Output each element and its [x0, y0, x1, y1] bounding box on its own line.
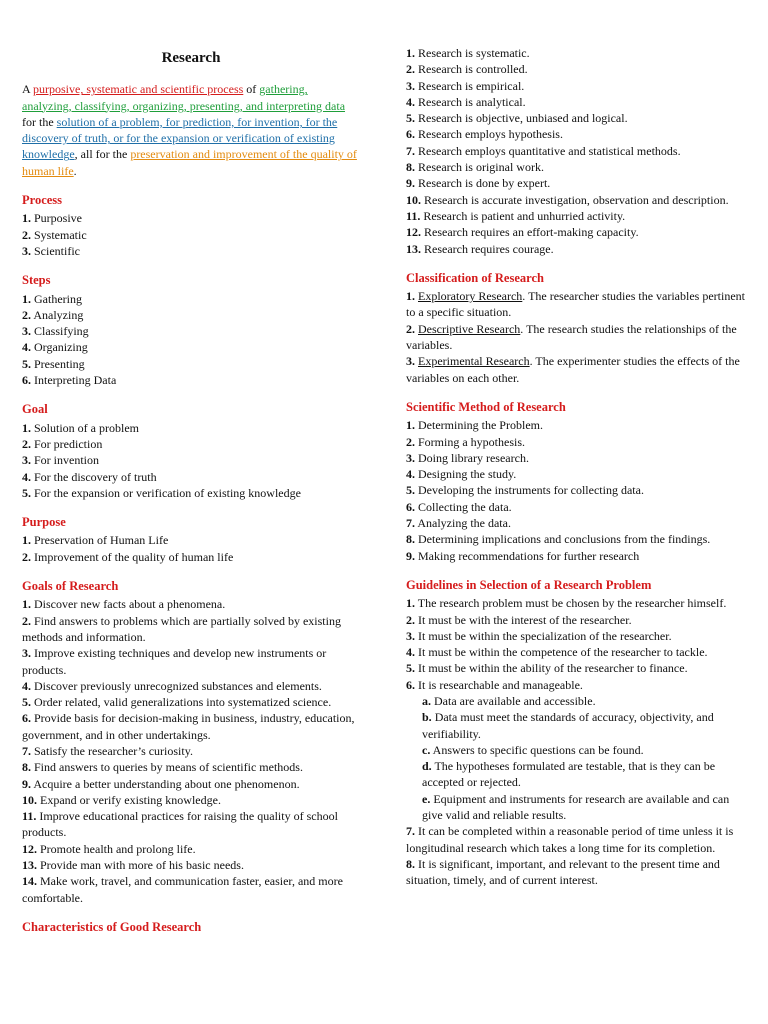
item-number: 8.: [406, 856, 415, 871]
item-number: 3.: [22, 646, 31, 661]
list-item: [22, 452, 360, 468]
list-item: [406, 677, 746, 693]
item-number: 8.: [406, 160, 415, 175]
item-text: Provide man with more of his basic needs.: [37, 858, 244, 873]
list-item: [406, 321, 746, 354]
item-text: Presenting: [31, 356, 85, 371]
item-number: 6.: [406, 127, 415, 142]
item-text: Analyzing: [31, 307, 84, 322]
item-text: Forming a hypothesis.: [415, 434, 525, 449]
list-item: [22, 549, 360, 565]
item-text: It can be completed within a reasonable period of time unless it is longitudinal research which takes a long time for its completion.: [406, 824, 734, 855]
item-text: Research is systematic.: [415, 46, 530, 60]
item-number: 5.: [22, 356, 31, 371]
list-item: [22, 743, 360, 759]
list-item: [406, 94, 746, 110]
left-column: [22, 0, 360, 948]
classification-section: [406, 270, 746, 386]
list-item: [22, 469, 360, 485]
item-number: 3.: [22, 324, 31, 339]
item-number: d.: [422, 759, 432, 774]
item-text: Developing the instruments for collecting data.: [415, 483, 644, 498]
list-item: [406, 742, 746, 758]
item-text: Research is patient and unhurried activity.: [420, 208, 626, 223]
list-item: [22, 243, 360, 259]
item-number: 12.: [406, 225, 421, 240]
item-text: Analyzing the data.: [415, 516, 511, 531]
item-number: 4.: [406, 467, 415, 482]
characteristics-list: [406, 45, 746, 257]
list-item: [22, 372, 360, 388]
item-number: 6.: [406, 499, 415, 514]
list-item: [406, 531, 746, 547]
item-number: 1.: [406, 596, 415, 611]
list-item: [406, 192, 746, 208]
item-number: 13.: [22, 858, 37, 873]
item-text: Provide basis for decision-making in business, industry, education, government, and in other undertakings.: [22, 711, 355, 742]
section: [22, 192, 360, 259]
item-text: Determining implications and conclusions from the findings.: [415, 532, 711, 547]
list-item: [22, 678, 360, 694]
item-number: 5.: [22, 485, 31, 500]
list-item: [22, 307, 360, 323]
item-number: c.: [422, 742, 431, 757]
item-number: 8.: [22, 760, 31, 775]
intro-segment: solution of a problem, for prediction, for invention, for the discovery of truth, or for the expansion or verification of existing knowledge: [22, 114, 338, 162]
item-number: 10.: [22, 792, 37, 807]
section: [22, 272, 360, 388]
list-item: [22, 420, 360, 436]
section-heading: Guidelines in Selection of a Research Problem: [406, 577, 652, 592]
item-text: Acquire a better understanding about one phenomenon.: [31, 776, 300, 791]
list-item: [406, 515, 746, 531]
section: [22, 514, 360, 565]
item-text: Research is done by expert.: [415, 176, 551, 191]
item-text: Improve educational practices for raising the quality of school products.: [22, 809, 338, 840]
list-item: [22, 841, 360, 857]
list-item: [406, 548, 746, 564]
item-number: 1.: [406, 46, 415, 60]
item-text: The research problem must be chosen by the researcher himself.: [415, 596, 727, 611]
item-number: 7.: [406, 143, 415, 158]
item-number: 2.: [406, 434, 415, 449]
item-text: Find answers to problems which are partially solved by existing methods and information.: [22, 613, 341, 644]
list-item: [406, 823, 746, 856]
item-number: 12.: [22, 841, 37, 856]
item-number: 1.: [22, 211, 31, 226]
item-text: Research employs hypothesis.: [415, 127, 563, 142]
list-item: [406, 241, 746, 257]
item-text: Research requires an effort-making capacity.: [421, 225, 639, 240]
item-number: 9.: [406, 548, 415, 563]
intro-segment: .: [73, 163, 77, 178]
section: [22, 919, 360, 935]
list-item: [22, 792, 360, 808]
list-item: [406, 791, 746, 824]
item-number: 2.: [22, 307, 31, 322]
item-number: 4.: [406, 645, 415, 660]
list-item: [22, 436, 360, 452]
list-item: [22, 291, 360, 307]
intro-segment: preservation and improvement of the quality of human life: [22, 147, 357, 178]
item-text: Improvement of the quality of human life: [31, 549, 234, 564]
item-text: Research is controlled.: [415, 62, 528, 77]
item-text: Satisfy the researcher’s curiosity.: [31, 743, 193, 758]
item-text: It is significant, important, and relevant to the present time and situation, timely, and of current interest.: [406, 856, 720, 888]
list-item: [406, 482, 746, 498]
item-text: Discover new facts about a phenomena.: [31, 597, 226, 612]
item-text: Systematic: [31, 227, 87, 242]
item-number: 3.: [406, 354, 415, 369]
item-text: Promote health and prolong life.: [37, 841, 196, 856]
item-text: It must be with the interest of the researcher.: [415, 612, 632, 627]
list-item: [22, 873, 360, 906]
item-text: Making recommendations for further research: [415, 548, 640, 563]
list-item: [406, 595, 746, 611]
item-text: The hypotheses formulated are testable, that is they can be accepted or rejected.: [422, 759, 716, 790]
item-term: Exploratory Research: [418, 289, 523, 304]
item-number: 2.: [22, 613, 31, 628]
section: [22, 401, 360, 501]
item-number: 3.: [22, 453, 31, 468]
item-text: Order related, valid generalizations into systematized science.: [31, 695, 332, 710]
guidelines-section: [406, 577, 746, 889]
list-item: [406, 208, 746, 224]
section-heading: Characteristics of Good Research: [22, 919, 202, 934]
list-item: [22, 710, 360, 743]
section-heading: Steps: [22, 273, 51, 288]
item-number: 1.: [22, 420, 31, 435]
item-text: Collecting the data.: [415, 499, 512, 514]
list-item: [22, 323, 360, 339]
item-text: Answers to specific questions can be found.: [430, 742, 644, 757]
item-number: 2.: [406, 612, 415, 627]
item-text: It must be within the ability of the researcher to finance.: [415, 661, 688, 676]
item-text: It is researchable and manageable.: [415, 677, 583, 692]
list-item: [22, 613, 360, 646]
intro-paragraph: [22, 81, 360, 179]
item-number: 7.: [406, 824, 415, 839]
item-number: 10.: [406, 192, 421, 207]
item-number: 3.: [406, 628, 415, 643]
right-column: [406, 0, 746, 902]
list-item: [22, 227, 360, 243]
item-number: 5.: [406, 661, 415, 676]
item-number: 9.: [22, 776, 31, 791]
intro-segment: A: [22, 82, 34, 97]
section: [22, 578, 360, 906]
item-text: For prediction: [31, 436, 103, 451]
item-number: 3.: [406, 450, 415, 465]
item-text: It must be within the specialization of the researcher.: [415, 628, 672, 643]
item-number: 3.: [406, 78, 415, 93]
scientific-method-section: [406, 399, 746, 564]
item-text: It must be within the competence of the researcher to tackle.: [415, 645, 708, 660]
item-number: 2.: [22, 436, 31, 451]
item-number: 8.: [406, 532, 415, 547]
item-number: 1.: [22, 291, 31, 306]
item-number: 4.: [22, 678, 31, 693]
item-number: 9.: [406, 176, 415, 191]
item-text: For the discovery of truth: [31, 469, 157, 484]
section-heading: Goal: [22, 402, 48, 417]
list-item: [406, 612, 746, 628]
intro-segment: gathering, analyzing, classifying, organizing, presenting, and interpreting data: [22, 82, 346, 113]
item-text: Make work, travel, and communication faster, easier, and more comfortable.: [22, 874, 343, 905]
item-number: 11.: [22, 809, 37, 824]
item-number: 2.: [22, 227, 31, 242]
item-text: Scientific: [31, 243, 80, 258]
item-number: 6.: [22, 711, 31, 726]
section-heading: Purpose: [22, 515, 66, 530]
left-sections: [22, 192, 360, 935]
item-text: . The research studies the relationships of the variables.: [406, 321, 737, 353]
item-text: Purposive: [31, 211, 82, 226]
item-text: Discover previously unrecognized substances and elements.: [31, 678, 322, 693]
item-number: 4.: [22, 469, 31, 484]
section-heading: Goals of Research: [22, 579, 119, 594]
list-item: [406, 856, 746, 889]
item-number: 6.: [22, 373, 31, 388]
item-text: Gathering: [31, 291, 82, 306]
list-item: [22, 356, 360, 372]
item-number: 2.: [22, 549, 31, 564]
item-text: Designing the study.: [415, 467, 517, 482]
item-number: 14.: [22, 874, 37, 889]
list-item: [22, 210, 360, 226]
list-item: [22, 694, 360, 710]
list-item: [406, 353, 746, 386]
item-text: Research is accurate investigation, observation and description.: [421, 192, 729, 207]
intro-segment: , all for the: [74, 147, 131, 162]
list-item: [406, 709, 746, 742]
item-text: Determining the Problem.: [415, 418, 543, 433]
item-number: b.: [422, 710, 432, 725]
list-item: [406, 159, 746, 175]
list-item: [22, 759, 360, 775]
item-number: 5.: [406, 483, 415, 498]
item-text: Research is objective, unbiased and logical.: [415, 111, 628, 126]
item-number: 4.: [406, 94, 415, 109]
list-item: [406, 175, 746, 191]
list-item: [406, 224, 746, 240]
list-item: [406, 693, 746, 709]
item-text: Organizing: [31, 340, 88, 355]
list-item: [22, 339, 360, 355]
item-text: Research is original work.: [415, 160, 544, 175]
list-item: [406, 61, 746, 77]
list-item: [406, 110, 746, 126]
item-text: Research is analytical.: [415, 94, 526, 109]
item-number: 13.: [406, 241, 421, 256]
item-text: Data must meet the standards of accuracy, objectivity, and verifiability.: [422, 710, 714, 741]
item-text: Expand or verify existing knowledge.: [37, 792, 221, 807]
item-number: 5.: [22, 695, 31, 710]
item-text: Preservation of Human Life: [31, 533, 169, 548]
list-item: [406, 758, 746, 791]
intro-segment: of: [243, 82, 260, 97]
item-number: 1.: [406, 289, 415, 304]
item-number: 7.: [406, 516, 415, 531]
item-number: 4.: [22, 340, 31, 355]
item-text: Research requires courage.: [421, 241, 554, 256]
document-title: Research: [161, 50, 221, 66]
list-item: [22, 776, 360, 792]
item-text: Research is empirical.: [415, 78, 525, 93]
item-number: 5.: [406, 111, 415, 126]
list-item: [406, 450, 746, 466]
item-text: Improve existing techniques and develop new instruments or products.: [22, 646, 327, 677]
list-item: [406, 78, 746, 94]
list-item: [22, 532, 360, 548]
list-item: [406, 288, 746, 321]
intro-segment: purposive, systematic and scientific process: [33, 82, 244, 97]
item-text: Equipment and instruments for research are available and can give valid and reliable results.: [422, 791, 730, 823]
item-text: . The experimenter studies the effects of the variables on each other.: [406, 354, 740, 385]
item-term: Descriptive Research: [418, 321, 521, 336]
list-item: [22, 645, 360, 678]
item-number: e.: [422, 791, 431, 806]
item-text: Solution of a problem: [31, 420, 139, 435]
item-text: Research employs quantitative and statistical methods.: [415, 143, 681, 158]
list-item: [406, 660, 746, 676]
item-number: a.: [422, 693, 431, 708]
item-number: 1.: [22, 597, 31, 612]
list-item: [406, 628, 746, 644]
item-number: 6.: [406, 677, 415, 692]
item-number: 3.: [22, 243, 31, 258]
item-number: 1.: [406, 418, 415, 433]
list-item: [406, 434, 746, 450]
item-text: Classifying: [31, 324, 89, 339]
list-item: [406, 417, 746, 433]
item-number: 1.: [22, 533, 31, 548]
list-item: [406, 499, 746, 515]
intro-segment: for the: [22, 114, 57, 129]
list-item: [406, 126, 746, 142]
item-text: . The researcher studies the variables pertinent to a specific situation.: [406, 289, 745, 320]
section-heading: Scientific Method of Research: [406, 399, 566, 414]
list-item: [22, 596, 360, 612]
list-item: [22, 485, 360, 501]
item-text: Data are available and accessible.: [431, 693, 596, 708]
list-item: [406, 45, 746, 61]
list-item: [22, 808, 360, 841]
item-text: For invention: [31, 453, 99, 468]
item-text: Interpreting Data: [31, 373, 117, 388]
list-item: [22, 857, 360, 873]
item-term: Experimental Research: [418, 354, 530, 369]
item-number: 2.: [406, 62, 415, 77]
section-heading: Process: [22, 193, 63, 208]
list-item: [406, 466, 746, 482]
item-number: 2.: [406, 321, 415, 336]
item-text: Find answers to queries by means of scientific methods.: [31, 760, 303, 775]
item-text: For the expansion or verification of existing knowledge: [31, 485, 301, 500]
item-number: 7.: [22, 743, 31, 758]
list-item: [406, 143, 746, 159]
section-heading: Classification of Research: [406, 270, 544, 285]
list-item: [406, 644, 746, 660]
item-number: 11.: [406, 208, 421, 223]
item-text: Doing library research.: [415, 450, 529, 465]
